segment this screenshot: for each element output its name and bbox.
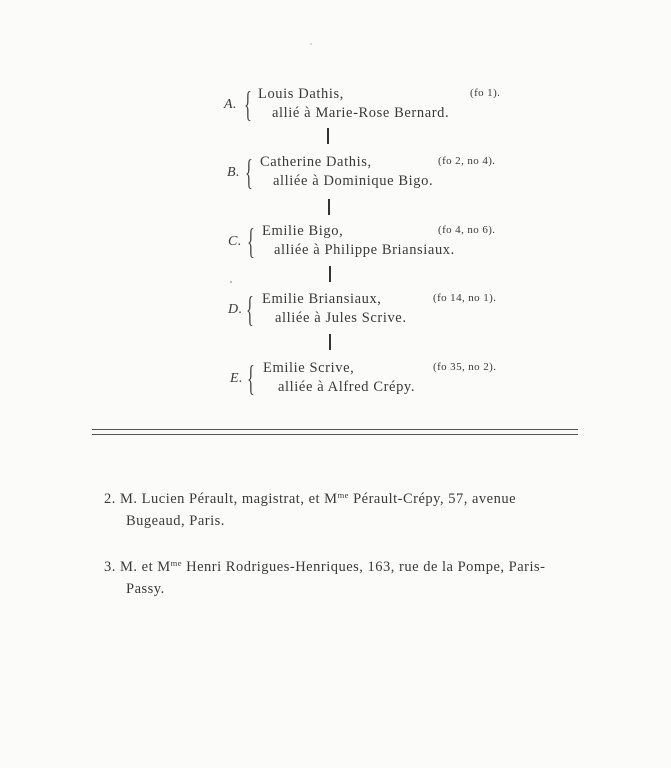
double-rule-top [92,429,578,430]
scan-speck [230,281,232,283]
lineage-connector [329,334,331,350]
folio-reference: (fo 2, no 4). [438,155,496,167]
footnote-3 [104,552,580,600]
brace-mark: { [245,152,253,192]
genealogy-entry-c [228,223,518,267]
lineage-connector [329,266,331,282]
footnote-text-continued: Pérault-Crépy, 57, avenue [348,491,517,507]
person-name: Emilie Scrive, [263,360,355,376]
footnote-second-line: Bugeaud, Paris. [126,513,225,529]
person-name: Emilie Bigo, [262,223,344,239]
footnote-superscript: me [170,558,183,568]
spouse-line: alliée à Alfred Crépy. [278,379,416,395]
footnote-number: 3. M. et M [104,559,171,575]
brace-mark: { [247,358,255,398]
spouse-line: alliée à Jules Scrive. [275,310,407,326]
footnote-number: 2. M. [104,491,138,507]
brace-mark: { [246,289,254,329]
folio-reference: (fo 14, no 1). [433,292,497,304]
person-name: Louis Dathis, [258,86,344,102]
genealogy-entry-e [230,360,520,404]
person-name: Emilie Briansiaux, [262,291,382,307]
spouse-line: alliée à Dominique Bigo. [273,173,434,189]
generation-letter: B. [227,165,241,180]
footnote-superscript: me [337,490,349,500]
lineage-connector [328,199,330,215]
genealogy-entry-a [224,86,514,130]
folio-reference: (fo 35, no 2). [433,361,497,373]
footnote-text-continued: Henri Rodrigues-Henriques, 163, rue de la Pompe, Paris- [182,559,546,575]
folio-reference: (fo 4, no 6). [438,224,496,236]
generation-letter: C. [228,234,242,249]
person-name: Catherine Dathis, [260,154,372,170]
generation-letter: A. [224,97,238,112]
generation-letter: E. [230,371,244,386]
spouse-line: alliée à Philippe Briansiaux. [274,242,455,258]
scan-speck [310,43,312,45]
generation-letter: D. [228,302,243,317]
brace-mark: { [247,221,255,261]
double-rule-bottom [92,434,578,435]
brace-mark: { [244,84,252,124]
footnote-text: Lucien Pérault, magistrat, et M [141,491,338,507]
genealogy-entry-b [227,154,517,198]
genealogy-entry-d [228,291,518,335]
footnote-2 [104,484,580,532]
footnote-second-line: Passy. [126,581,165,597]
spouse-line: allié à Marie-Rose Bernard. [272,105,450,121]
lineage-connector [327,128,329,144]
folio-reference: (fo 1). [470,87,501,99]
